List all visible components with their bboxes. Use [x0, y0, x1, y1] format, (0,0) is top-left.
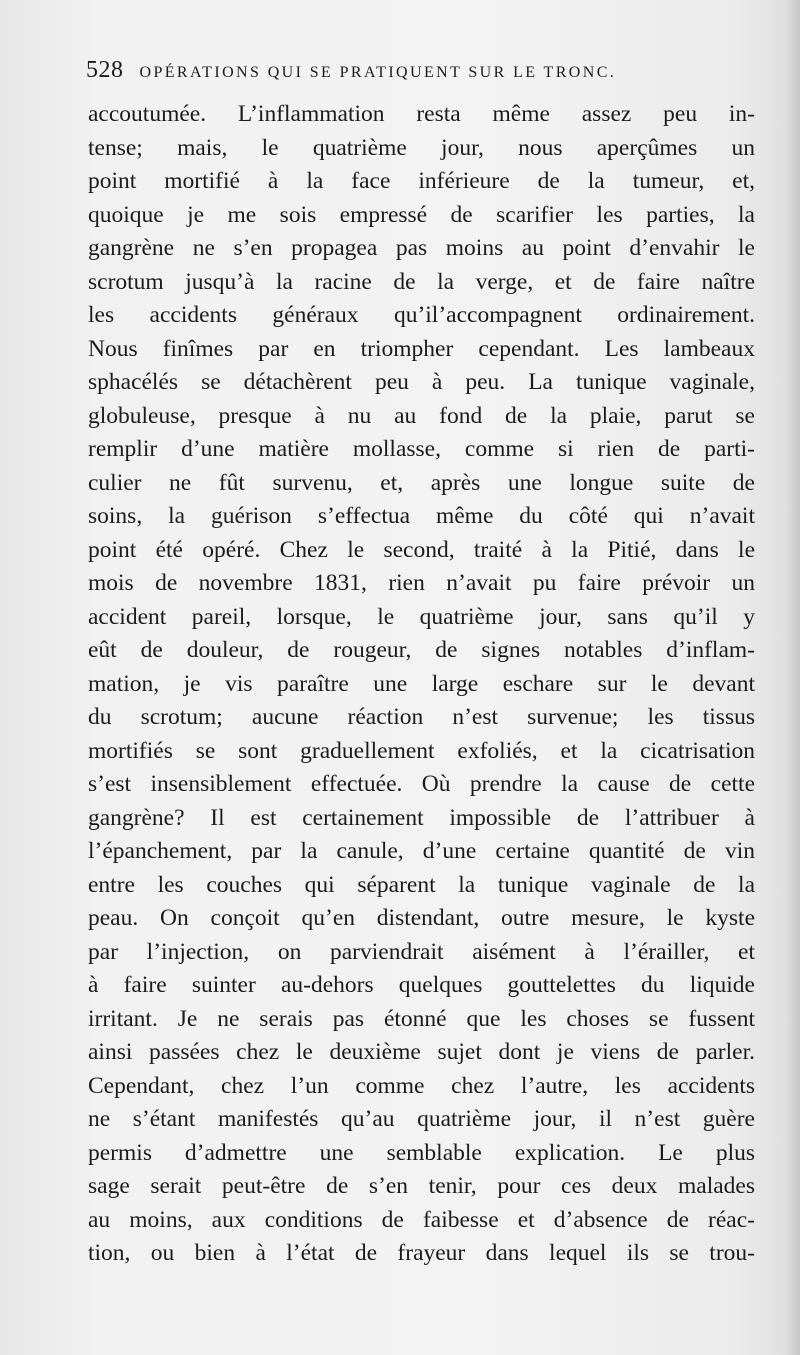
page-number: 528 [86, 57, 124, 83]
text-line: remplir d’une matière mollasse, comme si rien de parti- [88, 436, 755, 462]
text-line: globuleuse, presque à nu au fond de la plaie, parut se [88, 402, 755, 429]
text-line: accoutumée. L’inflammation resta même assez peu in- [88, 101, 755, 127]
text-line: soins, la guérison s’effectua même du côté qui n’avait [88, 503, 755, 529]
text-line: point été opéré. Chez le second, traité à la Pitié, dans le [88, 536, 755, 563]
running-head: OPÉRATIONS QUI SE PRATIQUENT SUR LE TRONC. [139, 64, 617, 81]
text-line: les accidents généraux qu’il’accompagnent ordinairement. [88, 302, 755, 328]
text-line: tense; mais, le quatrième jour, nous aperçûmes un [88, 134, 755, 161]
text-line: eût de douleur, de rougeur, de signes notables d’inflam- [88, 637, 755, 663]
text-line: l’épanchement, par la canule, d’une certaine quantité de vin [88, 838, 755, 864]
text-line: au moins, aux conditions de faibesse et d’absence de réac- [88, 1206, 755, 1233]
text-line: mortifiés se sont graduellement exfoliés, et la cicatrisation [88, 737, 755, 764]
text-line: sphacélés se détachèrent peu à peu. La tunique vaginale, [88, 369, 755, 395]
text-line: mois de novembre 1831, rien n’avait pu faire prévoir un [88, 570, 755, 596]
text-line: ne s’étant manifestés qu’au quatrième jour, il n’est guère [88, 1106, 755, 1132]
text-line: s’est insensiblement effectuée. Où prendre la cause de cette [88, 771, 755, 797]
text-line: point mortifié à la face inférieure de la tumeur, et, [88, 168, 755, 194]
text-line: gangrène? Il est certainement impossible de l’attribuer à [88, 804, 755, 831]
text-line: du scrotum; aucune réaction n’est survenue; les tissus [88, 704, 755, 730]
text-line: tion, ou bien à l’état de frayeur dans lequel ils se trou- [88, 1240, 755, 1266]
text-line: culier ne fût survenu, et, après une longue suite de [88, 469, 755, 496]
text-line: mation, je vis paraître une large eschare sur le devant [88, 670, 755, 697]
text-line: gangrène ne s’en propagea pas moins au point d’envahir le [88, 235, 755, 261]
text-line: par l’injection, on parviendrait aisément à l’érailler, et [88, 938, 755, 965]
page-header [86, 57, 726, 87]
text-line: Nous finîmes par en triompher cependant. Les lambeaux [88, 335, 755, 362]
text-line: permis d’admettre une semblable explication. Le plus [88, 1139, 755, 1166]
text-line: peau. On conçoit qu’en distendant, outre mesure, le kyste [88, 905, 755, 931]
text-line: sage serait peut-être de s’en tenir, pour ces deux malades [88, 1173, 755, 1199]
text-line: quoique je me sois empressé de scarifier les parties, la [88, 201, 755, 228]
text-line: irritant. Je ne serais pas étonné que les choses se fussent [88, 1005, 755, 1032]
text-line: scrotum jusqu’à la racine de la verge, et de faire naître [88, 268, 755, 295]
page-gutter-shadow [786, 0, 800, 1355]
text-line: Cependant, chez l’un comme chez l’autre, les accidents [88, 1072, 755, 1099]
text-line: entre les couches qui séparent la tunique vaginale de la [88, 871, 755, 898]
body-text [88, 98, 755, 1271]
text-line: à faire suinter au-dehors quelques gouttelettes du liquide [88, 972, 755, 998]
text-line: accident pareil, lorsque, le quatrième jour, sans qu’il y [88, 603, 755, 630]
text-line: ainsi passées chez le deuxième sujet dont je viens de parler. [88, 1039, 755, 1065]
